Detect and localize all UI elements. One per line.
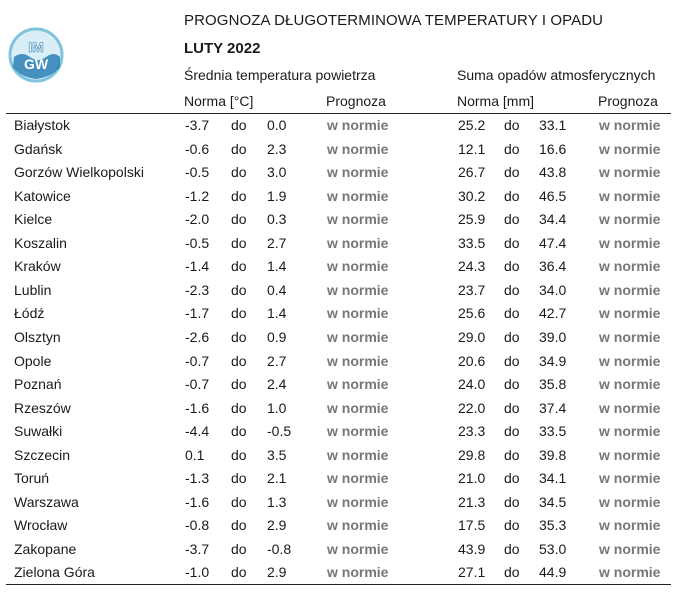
temperature-section-title: Średnia temperatura powietrza: [184, 67, 376, 83]
city-name: Warszawa: [14, 493, 79, 510]
precipitation-norm-min: 26.7: [458, 164, 486, 181]
precipitation-forecast: w normie: [599, 187, 661, 204]
precipitation-range-separator: do: [504, 281, 520, 298]
temperature-forecast: w normie: [327, 423, 389, 440]
temperature-forecast: w normie: [327, 352, 389, 369]
temperature-forecast: w normie: [327, 540, 389, 557]
city-name: Opole: [14, 352, 52, 369]
temperature-norm-max: 3.0: [267, 164, 287, 181]
precipitation-norm-min: 25.9: [458, 211, 486, 228]
precipitation-norm-max: 43.8: [539, 164, 567, 181]
precipitation-forecast-header: Prognoza: [598, 93, 658, 109]
precipitation-norm-max: 33.5: [539, 423, 567, 440]
table-row: [0, 400, 682, 424]
city-name: Kraków: [14, 258, 61, 275]
temperature-norm-min: -1.7: [185, 305, 210, 322]
temperature-range-separator: do: [231, 164, 247, 181]
temperature-range-separator: do: [231, 423, 247, 440]
temperature-norm-max: 1.9: [267, 187, 287, 204]
temperature-forecast: w normie: [327, 211, 389, 228]
temperature-range-separator: do: [231, 540, 247, 557]
precipitation-range-separator: do: [504, 164, 520, 181]
precipitation-norm-max: 33.1: [539, 117, 567, 133]
precipitation-forecast: w normie: [599, 281, 661, 298]
page-subtitle: LUTY 2022: [184, 40, 261, 57]
precipitation-norm-max: 34.1: [539, 470, 567, 487]
temperature-forecast: w normie: [327, 187, 389, 204]
city-name: Suwałki: [14, 423, 63, 440]
precipitation-norm-max: 53.0: [539, 540, 567, 557]
temperature-norm-min: -3.7: [185, 117, 210, 133]
temperature-range-separator: do: [231, 470, 247, 487]
city-name: Katowice: [14, 187, 71, 204]
temperature-range-separator: do: [231, 564, 247, 581]
temperature-range-separator: do: [231, 517, 247, 534]
temperature-norm-max: 1.0: [267, 399, 287, 416]
precipitation-forecast: w normie: [599, 164, 661, 181]
temperature-norm-min: -1.6: [185, 493, 210, 510]
temperature-norm-max: 2.7: [267, 234, 287, 251]
city-name: Olsztyn: [14, 328, 61, 345]
temperature-forecast: w normie: [327, 305, 389, 322]
precipitation-norm-max: 35.8: [539, 376, 567, 393]
temperature-range-separator: do: [231, 187, 247, 204]
temperature-forecast: w normie: [327, 258, 389, 275]
table-bottom-rule: [6, 584, 671, 585]
table-row: [0, 211, 682, 235]
city-name: Zielona Góra: [14, 564, 95, 581]
temperature-range-separator: do: [231, 117, 247, 133]
precipitation-forecast: w normie: [599, 493, 661, 510]
precipitation-norm-min: 23.3: [458, 423, 486, 440]
logo-text-bottom: GW: [23, 56, 49, 72]
table-row: [0, 141, 682, 165]
temperature-forecast: w normie: [327, 164, 389, 181]
temperature-forecast: w normie: [327, 140, 389, 157]
table-row: [0, 188, 682, 212]
precipitation-range-separator: do: [504, 328, 520, 345]
table-row: [0, 470, 682, 494]
precipitation-range-separator: do: [504, 517, 520, 534]
table-row: [0, 305, 682, 329]
temperature-norm-max: -0.8: [267, 540, 292, 557]
temperature-forecast-header: Prognoza: [326, 93, 386, 109]
temperature-range-separator: do: [231, 376, 247, 393]
temperature-norm-max: 1.3: [267, 493, 287, 510]
temperature-norm-max: 0.4: [267, 281, 287, 298]
temperature-norm-max: 2.3: [267, 140, 287, 157]
temperature-norm-max: 3.5: [267, 446, 287, 463]
temperature-norm-min: -4.4: [185, 423, 210, 440]
precipitation-norm-min: 27.1: [458, 564, 486, 581]
temperature-norm-max: 2.4: [267, 376, 287, 393]
temperature-range-separator: do: [231, 493, 247, 510]
city-name: Poznań: [14, 376, 62, 393]
precipitation-range-separator: do: [504, 187, 520, 204]
precipitation-forecast: w normie: [599, 140, 661, 157]
table-row: [0, 447, 682, 471]
temperature-range-separator: do: [231, 258, 247, 275]
table-row: [0, 376, 682, 400]
temperature-norm-min: 0.1: [185, 446, 205, 463]
temperature-norm-max: 2.7: [267, 352, 287, 369]
temperature-norm-min: -2.3: [185, 281, 210, 298]
precipitation-norm-max: 34.4: [539, 211, 567, 228]
temperature-forecast: w normie: [327, 470, 389, 487]
precipitation-range-separator: do: [504, 446, 520, 463]
precipitation-norm-max: 37.4: [539, 399, 567, 416]
precipitation-range-separator: do: [504, 540, 520, 557]
precipitation-forecast: w normie: [599, 211, 661, 228]
temperature-norm-min: -2.0: [185, 211, 210, 228]
temperature-norm-max: 1.4: [267, 305, 287, 322]
precipitation-section-title: Suma opadów atmosferycznych: [457, 67, 656, 83]
precipitation-range-separator: do: [504, 140, 520, 157]
precipitation-forecast: w normie: [599, 352, 661, 369]
temperature-range-separator: do: [231, 281, 247, 298]
table-row: [0, 541, 682, 565]
temperature-norm-min: -1.2: [185, 187, 210, 204]
city-name: Gdańsk: [14, 140, 63, 157]
temperature-range-separator: do: [231, 352, 247, 369]
temperature-range-separator: do: [231, 234, 247, 251]
precipitation-range-separator: do: [504, 258, 520, 275]
imgw-logo: [8, 27, 64, 83]
table-row: [0, 517, 682, 541]
temperature-norm-max: 2.9: [267, 564, 287, 581]
page-title: PROGNOZA DŁUGOTERMINOWA TEMPERATURY I OPADU: [184, 12, 604, 29]
precipitation-norm-min: 43.9: [458, 540, 486, 557]
precipitation-range-separator: do: [504, 470, 520, 487]
temperature-norm-min: -3.7: [185, 540, 210, 557]
city-name: Gorzów Wielkopolski: [14, 164, 144, 181]
precipitation-norm-min: 33.5: [458, 234, 486, 251]
temperature-range-separator: do: [231, 305, 247, 322]
precipitation-norm-min: 25.2: [458, 117, 486, 133]
temperature-norm-min: -2.6: [185, 328, 210, 345]
temperature-forecast: w normie: [327, 446, 389, 463]
precipitation-forecast: w normie: [599, 540, 661, 557]
city-name: Zakopane: [14, 540, 77, 557]
precipitation-forecast: w normie: [599, 258, 661, 275]
precipitation-norm-max: 16.6: [539, 140, 567, 157]
precipitation-forecast: w normie: [599, 564, 661, 581]
city-name: Białystok: [14, 117, 71, 133]
temperature-norm-min: -1.4: [185, 258, 210, 275]
precipitation-norm-min: 24.0: [458, 376, 486, 393]
precipitation-range-separator: do: [504, 352, 520, 369]
temperature-range-separator: do: [231, 446, 247, 463]
city-name: Kielce: [14, 211, 53, 228]
precipitation-norm-max: 34.5: [539, 493, 567, 510]
precipitation-norm-min: 12.1: [458, 140, 486, 157]
temperature-norm-min: -0.5: [185, 164, 210, 181]
precipitation-forecast: w normie: [599, 117, 661, 133]
precipitation-range-separator: do: [504, 305, 520, 322]
precipitation-forecast: w normie: [599, 470, 661, 487]
temperature-range-separator: do: [231, 140, 247, 157]
precipitation-norm-max: 39.0: [539, 328, 567, 345]
city-name: Wrocław: [14, 517, 68, 534]
temperature-forecast: w normie: [327, 234, 389, 251]
precipitation-forecast: w normie: [599, 234, 661, 251]
table-row: [0, 423, 682, 447]
precipitation-forecast: w normie: [599, 376, 661, 393]
precipitation-norm-min: 25.6: [458, 305, 486, 322]
precipitation-forecast: w normie: [599, 446, 661, 463]
temperature-norm-min: -0.6: [185, 140, 210, 157]
temperature-range-separator: do: [231, 328, 247, 345]
temperature-norm-min: -0.5: [185, 234, 210, 251]
temperature-forecast: w normie: [327, 493, 389, 510]
precipitation-range-separator: do: [504, 399, 520, 416]
temperature-range-separator: do: [231, 211, 247, 228]
table-top-rule: [6, 113, 671, 114]
table-row: [0, 235, 682, 259]
temperature-norm-max: 0.0: [267, 117, 287, 133]
temperature-forecast: w normie: [327, 281, 389, 298]
precipitation-norm-max: 44.9: [539, 564, 567, 581]
precipitation-norm-max: 47.4: [539, 234, 567, 251]
precipitation-norm-max: 46.5: [539, 187, 567, 204]
temperature-norm-min: -1.3: [185, 470, 210, 487]
temperature-forecast: w normie: [327, 376, 389, 393]
temperature-forecast: w normie: [327, 117, 389, 133]
table-row: [0, 494, 682, 518]
precipitation-norm-max: 34.9: [539, 352, 567, 369]
precipitation-norm-min: 22.0: [458, 399, 486, 416]
precipitation-range-separator: do: [504, 234, 520, 251]
temperature-norm-max: 2.9: [267, 517, 287, 534]
precipitation-range-separator: do: [504, 493, 520, 510]
precipitation-norm-max: 42.7: [539, 305, 567, 322]
precipitation-range-separator: do: [504, 423, 520, 440]
precipitation-norm-max: 35.3: [539, 517, 567, 534]
table-row: [0, 164, 682, 188]
precipitation-norm-max: 39.8: [539, 446, 567, 463]
temperature-range-separator: do: [231, 399, 247, 416]
temperature-forecast: w normie: [327, 517, 389, 534]
temperature-norm-max: 0.9: [267, 328, 287, 345]
precipitation-norm-min: 20.6: [458, 352, 486, 369]
precipitation-norm-min: 23.7: [458, 281, 486, 298]
city-name: Łódź: [14, 305, 45, 322]
city-name: Rzeszów: [14, 399, 71, 416]
temperature-norm-max: 0.3: [267, 211, 287, 228]
city-name: Lublin: [14, 281, 52, 298]
precipitation-norm-min: 21.3: [458, 493, 486, 510]
temperature-forecast: w normie: [327, 564, 389, 581]
precipitation-norm-max: 36.4: [539, 258, 567, 275]
precipitation-forecast: w normie: [599, 305, 661, 322]
temperature-norm-max: 2.1: [267, 470, 287, 487]
precipitation-range-separator: do: [504, 117, 520, 133]
precipitation-norm-min: 29.8: [458, 446, 486, 463]
precipitation-forecast: w normie: [599, 399, 661, 416]
temperature-norm-min: -0.7: [185, 352, 210, 369]
city-name: Toruń: [14, 470, 50, 487]
precipitation-norm-header: Norma [mm]: [457, 93, 534, 109]
temperature-forecast: w normie: [327, 328, 389, 345]
precipitation-range-separator: do: [504, 211, 520, 228]
precipitation-forecast: w normie: [599, 423, 661, 440]
temperature-norm-min: -0.7: [185, 376, 210, 393]
table-row: [0, 282, 682, 306]
precipitation-norm-min: 17.5: [458, 517, 486, 534]
precipitation-range-separator: do: [504, 376, 520, 393]
temperature-norm-min: -0.8: [185, 517, 210, 534]
table-row: [0, 329, 682, 353]
precipitation-range-separator: do: [504, 564, 520, 581]
precipitation-forecast: w normie: [599, 328, 661, 345]
table-row: [0, 353, 682, 377]
city-name: Koszalin: [14, 234, 67, 251]
precipitation-forecast: w normie: [599, 517, 661, 534]
temperature-forecast: w normie: [327, 399, 389, 416]
city-name: Szczecin: [14, 446, 71, 463]
precipitation-norm-min: 29.0: [458, 328, 486, 345]
temperature-norm-min: -1.0: [185, 564, 210, 581]
temperature-norm-max: 1.4: [267, 258, 287, 275]
table-row: [0, 117, 682, 141]
temperature-norm-header: Norma [°C]: [184, 93, 254, 109]
logo-text-top: IM: [28, 39, 44, 55]
precipitation-norm-min: 24.3: [458, 258, 486, 275]
precipitation-norm-max: 34.0: [539, 281, 567, 298]
table-row: [0, 258, 682, 282]
temperature-norm-min: -1.6: [185, 399, 210, 416]
precipitation-norm-min: 30.2: [458, 187, 486, 204]
precipitation-norm-min: 21.0: [458, 470, 486, 487]
temperature-norm-max: -0.5: [267, 423, 292, 440]
